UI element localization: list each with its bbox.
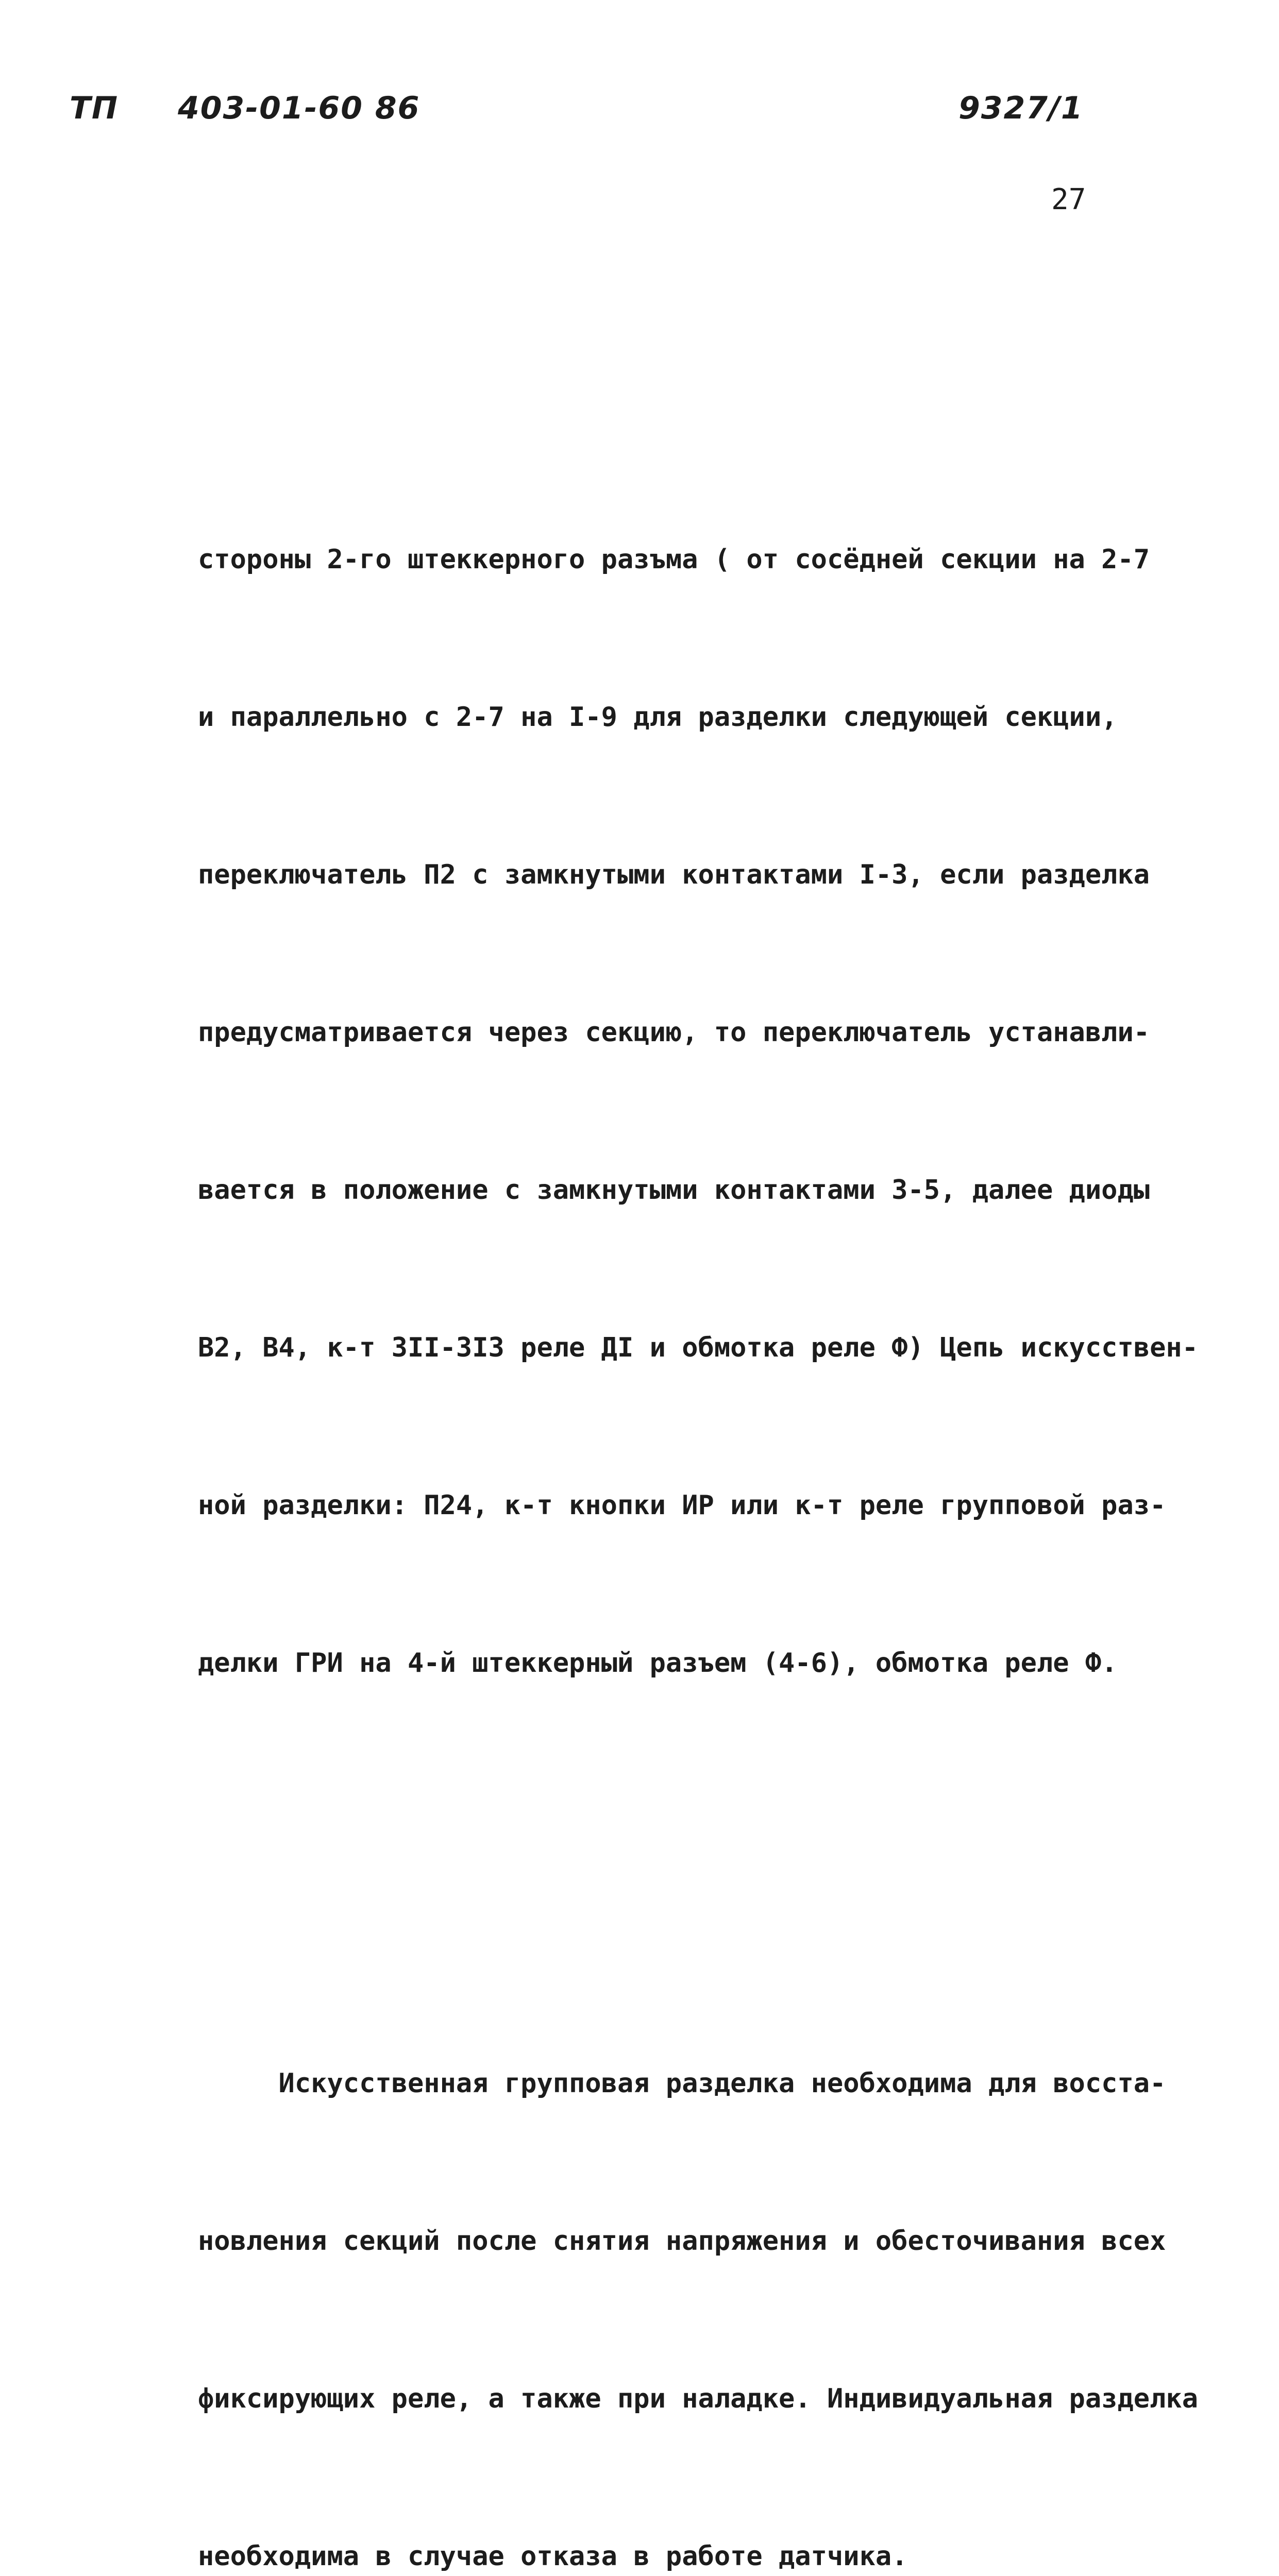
- text-line: делки ГРИ на 4-й штеккерный разъем (4-6), обмотка реле Ф.: [198, 1648, 1118, 1679]
- text-line: предусматривается через секцию, то переключатель устанавли-: [198, 1017, 1150, 1048]
- text-line: вается в положение с замкнутыми контактами 3-5, далее диоды: [198, 1175, 1150, 1206]
- text-line: фиксирующих реле, а также при наладке. Индивидуальная разделка: [198, 2383, 1199, 2414]
- text-line: новления секций после снятия напряжения и обесточивания всех: [198, 2226, 1166, 2257]
- text-line: Искусственная групповая разделка необходима для восста-: [198, 2068, 1166, 2099]
- paragraph: [198, 428, 1199, 1794]
- page-number: 27: [1051, 183, 1086, 216]
- text-line: переключатель П2 с замкнутыми контактами I-3, если разделка: [198, 859, 1150, 890]
- sheet-number: 9327/1: [958, 90, 1084, 126]
- text-line: и параллельно с 2-7 на I-9 для разделки следующей секции,: [198, 702, 1118, 733]
- paragraph: [198, 1952, 1199, 2576]
- document-body: [198, 270, 1199, 2576]
- text-line: ной разделки: П24, к-т кнопки ИР или к-т реле групповой раз-: [198, 1490, 1166, 1521]
- doc-code: ТП: [70, 90, 119, 126]
- doc-number: 403-01-60 86: [178, 90, 420, 126]
- text-line: В2, В4, к-т 3II-3I3 реле ДI и обмотка реле Ф) Цепь искусствен-: [198, 1332, 1199, 1363]
- text-line: необходима в случае отказа в работе датчика.: [198, 2541, 908, 2572]
- text-line: стороны 2-го штеккерного разъма ( от сосёдней секции на 2-7: [198, 544, 1150, 575]
